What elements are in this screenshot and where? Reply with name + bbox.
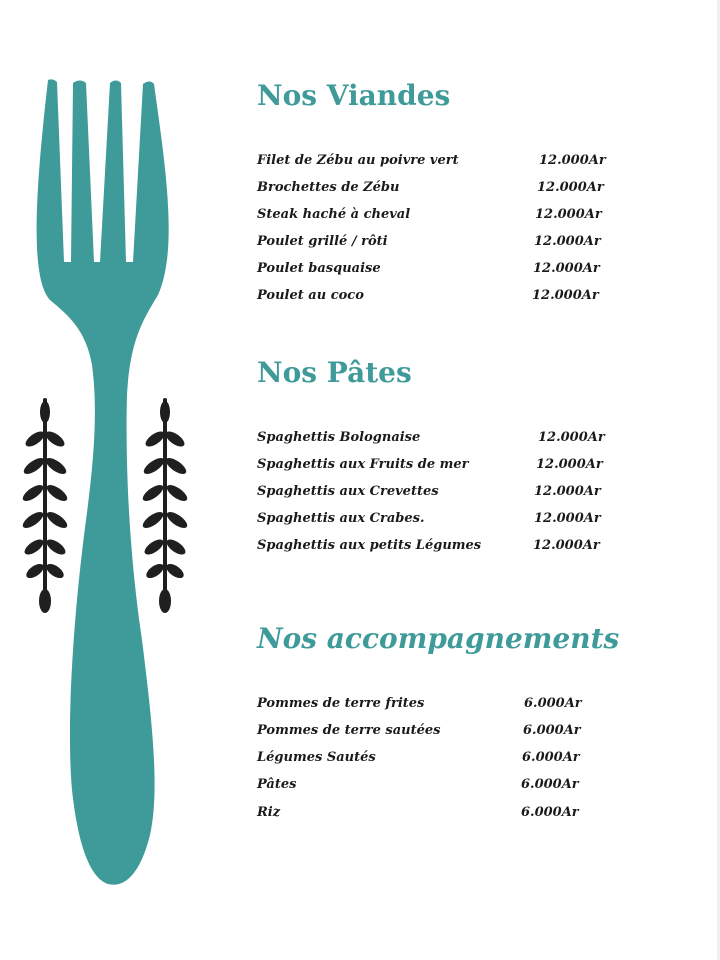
menu-item-price: 12.000Ar [538, 430, 605, 445]
fork-icon [37, 79, 169, 884]
leaf-sprig-left-icon [20, 400, 69, 613]
menu-item-price: 12.000Ar [536, 457, 603, 472]
menu-item-price: 6.000Ar [523, 723, 581, 738]
menu-item-name: Steak haché à cheval [257, 207, 411, 222]
menu-item-name: Spaghettis aux petits Légumes [257, 538, 482, 553]
menu-item-name: Spaghettis Bolognaise [257, 430, 421, 445]
menu-item-price: 12.000Ar [534, 511, 601, 526]
menu-item-price: 12.000Ar [534, 234, 601, 249]
fork-illustration [0, 0, 240, 960]
menu-item-name: Spaghettis aux Crevettes [257, 484, 439, 499]
menu-item-price: 6.000Ar [521, 777, 579, 792]
menu-item-price: 12.000Ar [533, 261, 600, 276]
menu-item-price: 12.000Ar [539, 153, 606, 168]
menu-item-name: Pommes de terre sautées [257, 723, 441, 738]
menu-item-price: 12.000Ar [535, 207, 602, 222]
section-title-pates: Nos Pâtes [257, 356, 412, 389]
menu-item-name: Poulet au coco [257, 288, 364, 303]
menu-item-name: Légumes Sautés [257, 750, 376, 765]
menu-item-price: 12.000Ar [533, 538, 600, 553]
menu-item-name: Filet de Zébu au poivre vert [257, 153, 459, 168]
menu-item-name: Spaghettis aux Fruits de mer [257, 457, 469, 472]
menu-item-name: Riz [257, 805, 281, 820]
menu-item-price: 12.000Ar [534, 484, 601, 499]
leaf-sprig-right-icon [140, 400, 189, 613]
menu-item-name: Spaghettis aux Crabes. [257, 511, 425, 526]
menu-item-name: Pommes de terre frites [257, 696, 425, 711]
menu-item-price: 12.000Ar [537, 180, 604, 195]
section-title-accompagnements: Nos accompagnements [257, 622, 620, 655]
menu-item-name: Pâtes [257, 777, 297, 792]
section-title-viandes: Nos Viandes [257, 79, 451, 112]
menu-item-price: 6.000Ar [524, 696, 582, 711]
menu-item-price: 12.000Ar [532, 288, 599, 303]
menu-item-name: Poulet basquaise [257, 261, 381, 276]
menu-item-price: 6.000Ar [522, 750, 580, 765]
menu-item-name: Brochettes de Zébu [257, 180, 400, 195]
menu-item-name: Poulet grillé / rôti [257, 234, 388, 249]
menu-item-price: 6.000Ar [521, 805, 579, 820]
